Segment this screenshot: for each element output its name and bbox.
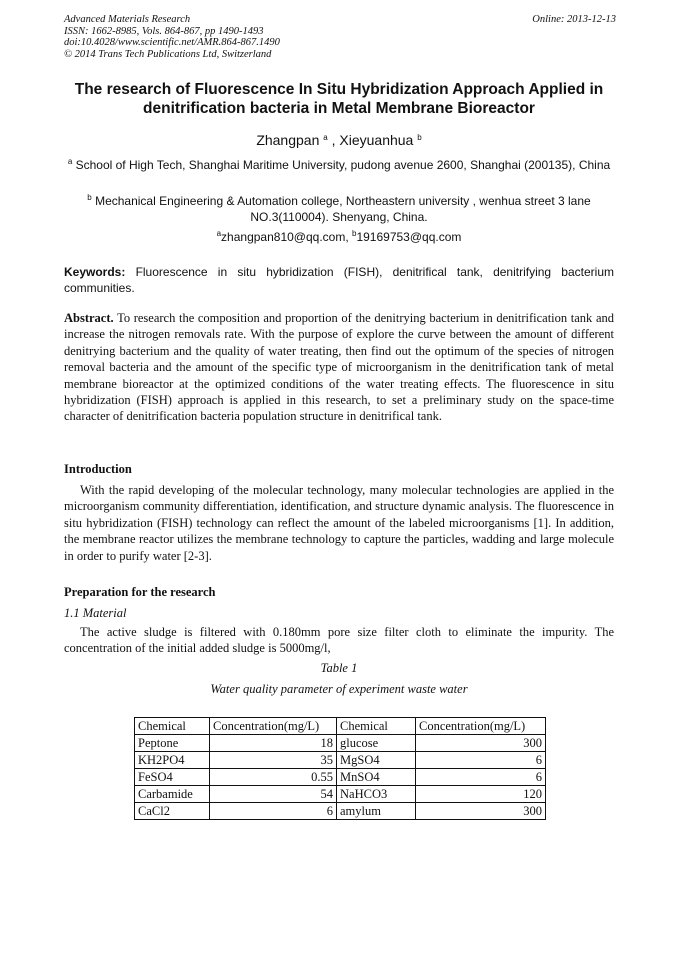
affiliation-b (64, 193, 614, 225)
email-a-sup: a (216, 229, 222, 238)
table-cell: 6 (416, 752, 546, 769)
table-row (135, 735, 546, 752)
introduction-text: With the rapid developing of the molecular technology, many molecular technologies are applied in the microorganism community differentiation, identification, and structure dynamic analysis. The fluorescence in situ hybridization (FISH) technology can reflect the amount of the labeled microorganisms [1]. In addition, the membrane reactor utilizes the membrane technology to capture the particles, wadding and large molecule in order to purify water [2-3]. (64, 483, 614, 563)
author-2: Xieyuanhua (339, 132, 414, 148)
table-cell: Peptone (135, 735, 210, 752)
abstract-label: Abstract. (64, 311, 114, 325)
table-cell: 300 (416, 803, 546, 820)
water-quality-table (134, 717, 546, 820)
affiliation-b-text: Mechanical Engineering & Automation college, Northeastern university , wenhua street 3 lane NO.3(110004). Shenyang, China. (95, 194, 591, 224)
abstract (64, 310, 614, 425)
table-row (135, 803, 546, 820)
email-line (64, 229, 614, 245)
author-2-sup: b (417, 133, 422, 142)
journal-name: Advanced Materials Research (64, 14, 191, 25)
email-a: zhangpan810@qq.com, (221, 230, 352, 244)
copyright: © 2014 Trans Tech Publications Ltd, Switzerland (64, 48, 272, 60)
table-cell: 6 (210, 803, 337, 820)
paper-title (50, 80, 628, 118)
table-row (135, 769, 546, 786)
table-cell: 18 (210, 735, 337, 752)
doi: doi:10.4028/www.scientific.net/AMR.864-867.1490 (64, 37, 280, 48)
table-cell: 35 (210, 752, 337, 769)
material-subheading: 1.1 Material (64, 606, 127, 620)
email-b: 19169753@qq.com (356, 230, 462, 244)
affiliation-a-sup: a (67, 157, 73, 166)
title-line-1: The research of Fluorescence In Situ Hybridization Approach Applied in (74, 81, 604, 98)
keywords-text: Fluorescence in situ hybridization (FISH), denitrifical tank, denitrifying bacterium communities. (64, 265, 614, 295)
keywords (64, 264, 614, 296)
table-cell: 6 (416, 769, 546, 786)
table-cell: glucose (337, 735, 416, 752)
table-cell: KH2PO4 (135, 752, 210, 769)
table-label: Table 1 (320, 661, 358, 675)
introduction-heading: Introduction (64, 462, 132, 476)
email-b-sup: b (352, 229, 357, 238)
material-text: The active sludge is filtered with 0.180mm pore size filter cloth to eliminate the impurity. The concentration of the initial added sludge is 5000mg/l, (64, 625, 614, 656)
table-cell: CaCl2 (135, 803, 210, 820)
affiliation-b-sup: b (87, 193, 92, 202)
author-line (64, 132, 614, 148)
abstract-text: To research the composition and proportion of the denitrying bacterium in denitrification tank and increase the nitrogen removals rate. With the purpose of explore the curve between the amount of different denitrying bacterium and the quality of water treating, then find out the optimum of the species of nitrogen removal bacteria and the amount of the specific type of microorganism in the denitrification tank of metal membrane bioreactor at the optimized conditions of the water treating effects. The fluorescence in situ hybridization (FISH) approach is applied in this research, to set a preliminary study on the space-time character of denitrification bacteria population structure in denitrifical tank. (64, 311, 614, 424)
table-header-row (135, 718, 546, 735)
table-row (135, 752, 546, 769)
author-1: Zhangpan (256, 132, 320, 148)
issn: ISSN: 1662-8985, Vols. 864-867, pp 1490-1493 (64, 25, 264, 37)
affiliation-a-text: School of High Tech, Shanghai Maritime University, pudong avenue 2600, Shanghai (200135), China (75, 158, 611, 172)
preparation-heading: Preparation for the research (64, 585, 216, 599)
table-row (135, 786, 546, 803)
table-cell: amylum (337, 803, 416, 820)
online-date: Online: 2013-12-13 (532, 14, 616, 25)
table-header-cell: Concentration(mg/L) (416, 718, 546, 735)
table-cell: MgSO4 (337, 752, 416, 769)
table-header-cell: Chemical (337, 718, 416, 735)
table-cell: NaHCO3 (337, 786, 416, 803)
affiliation-a (64, 157, 614, 173)
title-line-2: denitrification bacteria in Metal Membrane Bioreactor (143, 100, 535, 117)
table-cell: MnSO4 (337, 769, 416, 786)
table-cell: 54 (210, 786, 337, 803)
author-separator: , (327, 132, 340, 148)
table-cell: 300 (416, 735, 546, 752)
table-header-cell: Concentration(mg/L) (210, 718, 337, 735)
table-cell: Carbamide (135, 786, 210, 803)
journal-header (64, 14, 616, 60)
table-cell: 0.55 (210, 769, 337, 786)
table-caption: Water quality parameter of experiment waste water (210, 682, 468, 696)
author-1-sup: a (323, 133, 328, 142)
keywords-label: Keywords: (64, 265, 126, 279)
table-header-cell: Chemical (135, 718, 210, 735)
table-cell: FeSO4 (135, 769, 210, 786)
table-cell: 120 (416, 786, 546, 803)
